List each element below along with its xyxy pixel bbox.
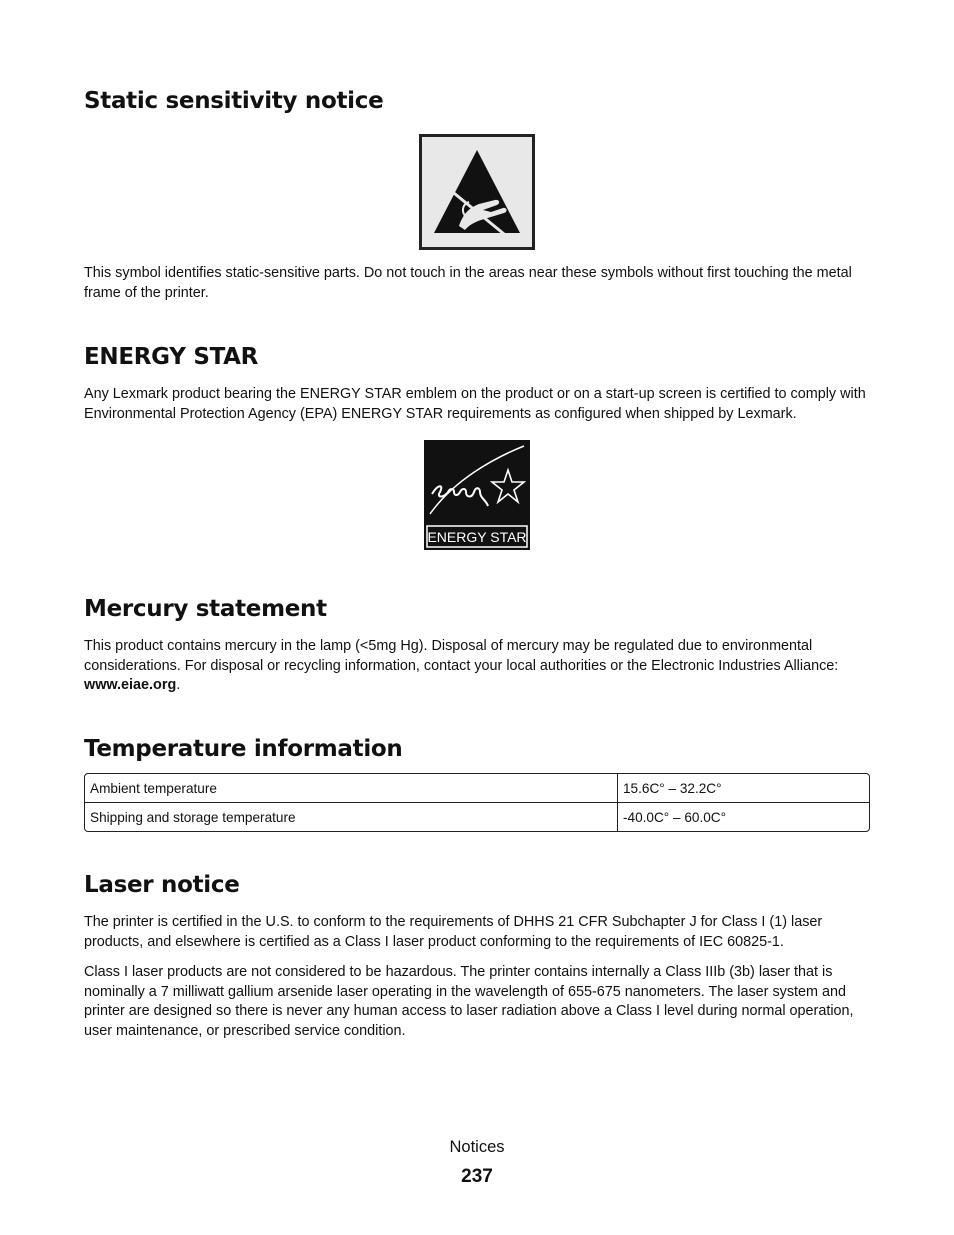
table-row <box>85 803 869 831</box>
energy-star-logo-icon <box>424 440 530 550</box>
temperature-table <box>84 773 870 832</box>
mercury-body <box>84 637 870 696</box>
temperature-label-cell: Ambient temperature <box>85 774 618 803</box>
eiae-link[interactable]: www.eiae.org <box>84 677 177 694</box>
laser-notice-heading: Laser notice <box>84 872 240 898</box>
temperature-value-cell: 15.6C° – 32.2C° <box>618 774 869 803</box>
mercury-body-text: This product contains mercury in the lamp (<5mg Hg). Disposal of mercury may be regulated due to environmental considerations. For disposal or recycling information, contact your local authorities or the Electronic Industries Alliance: <box>84 638 839 674</box>
energy-star-heading: ENERGY STAR <box>84 344 259 370</box>
footer-section-label: Notices <box>449 1138 505 1156</box>
esd-warning-icon <box>419 134 535 250</box>
static-sensitivity-body: This symbol identifies static-sensitive parts. Do not touch in the areas near these symbols without first touching the metal frame of the printer. <box>84 265 852 301</box>
temperature-heading: Temperature information <box>84 736 403 762</box>
temperature-label-cell: Shipping and storage temperature <box>85 803 618 831</box>
energy-star-logo-label: ENERGY STAR <box>427 529 527 545</box>
laser-notice-para1: The printer is certified in the U.S. to conform to the requirements of DHHS 21 CFR Subchapter J for Class I (1) laser products, and elsewhere is certified as a Class I laser product conforming to the requirements of IEC 60825-1. <box>84 914 823 950</box>
energy-star-body: Any Lexmark product bearing the ENERGY STAR emblem on the product or on a start-up screen is certified to comply with Environmental Protection Agency (EPA) ENERGY STAR requirements as configured when shipped by Lexmark. <box>84 386 866 422</box>
static-sensitivity-heading: Static sensitivity notice <box>84 88 384 114</box>
mercury-body-end: . <box>176 677 181 694</box>
mercury-heading: Mercury statement <box>84 596 327 622</box>
page-number: 237 <box>461 1166 493 1187</box>
temperature-value-cell: -40.0C° – 60.0C° <box>623 809 727 825</box>
table-row <box>85 774 869 803</box>
laser-notice-para2: Class I laser products are not considered to be hazardous. The printer contains internally a Class IIIb (3b) laser that is nominally a 7 milliwatt gallium arsenide laser operating in the wavelength of 655-675 nanometers. The laser system and printer are designed so there is never any human access to laser radiation above a Class I level during normal operation, user maintenance, or prescribed service condition. <box>84 964 854 1039</box>
